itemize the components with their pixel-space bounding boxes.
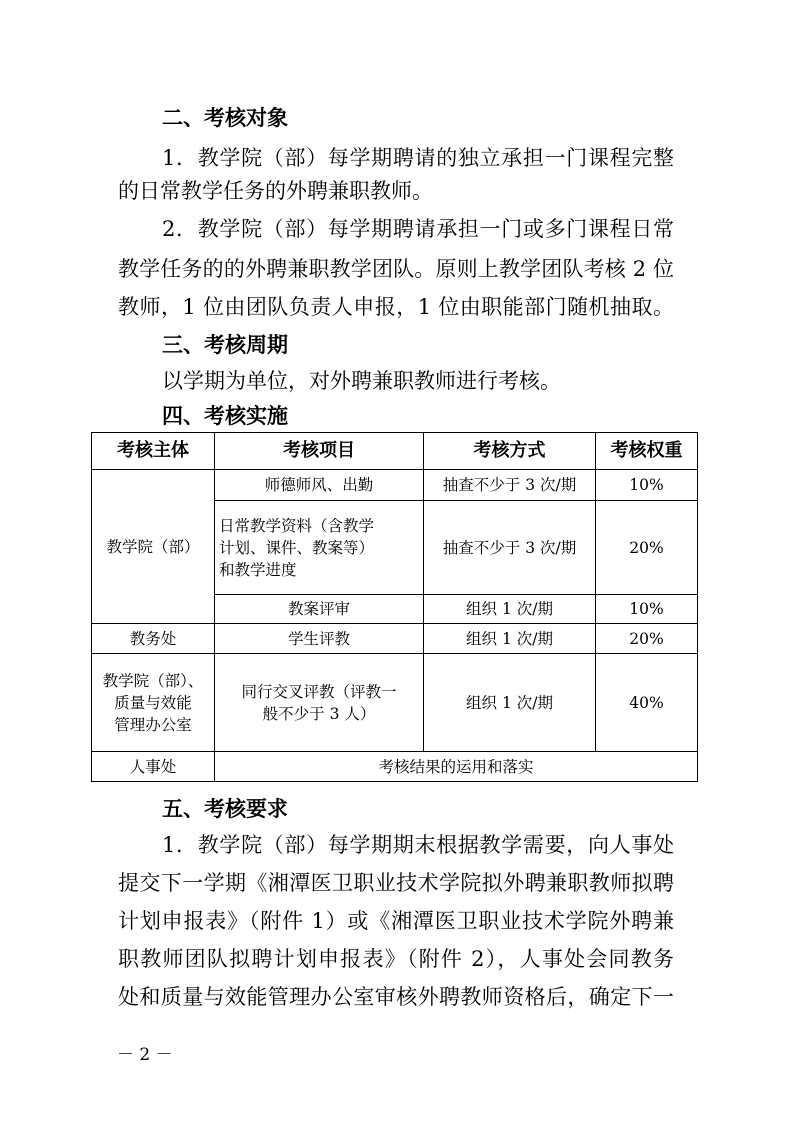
- subject-cell: 人事处: [92, 752, 215, 782]
- table-row: [92, 624, 698, 654]
- page-number: － 2 －: [117, 1045, 173, 1065]
- merged-cell: 考核结果的运用和落实: [215, 752, 698, 782]
- table-row: [92, 752, 698, 782]
- subject-line: 管理办公室: [114, 715, 192, 734]
- table-row: [92, 654, 698, 752]
- header-weight: 考核权重: [596, 433, 698, 470]
- table-row: [92, 470, 698, 501]
- paragraph-2-line-3: 教师，1 位由团队负责人申报，1 位由职能部门随机抽取。: [118, 295, 674, 319]
- item-cell: 师德师风、出勤: [215, 470, 424, 501]
- item-line: 同行交叉评教（评教一: [241, 682, 397, 701]
- item-line: 般不少于 3 人）: [262, 704, 376, 723]
- subject-cell: [92, 654, 215, 752]
- section-title-assessment-implementation: 四、考核实施: [162, 404, 288, 428]
- subject-line: 教学院（部）、: [102, 671, 204, 690]
- subject-cell: 教务处: [92, 624, 215, 654]
- period-paragraph: 以学期为单位，对外聘兼职教师进行考核。: [162, 369, 561, 393]
- paragraph-2-line-2: 教学任务的的外聘兼职教学团队。原则上教学团队考核 2 位: [118, 257, 674, 281]
- header-item: 考核项目: [215, 433, 424, 470]
- requirements-line-4: 职教师团队拟聘计划申报表》（附件 2），人事处会同教务: [118, 947, 674, 971]
- item-line: 日常教学资料（含教学: [219, 516, 375, 535]
- method-cell: 组织 1 次/期: [424, 654, 596, 752]
- header-subject: 考核主体: [92, 433, 215, 470]
- section-title-assessment-period: 三、考核周期: [162, 333, 288, 357]
- subject-line: 质量与效能: [114, 693, 192, 712]
- paragraph-2-line-1: 2．教学院（部）每学期聘请承担一门或多门课程日常: [162, 217, 674, 241]
- method-cell: 组织 1 次/期: [424, 595, 596, 624]
- method-cell: 组织 1 次/期: [424, 624, 596, 654]
- item-cell: 教案评审: [215, 595, 424, 624]
- section-title-assessment-requirements: 五、考核要求: [162, 797, 288, 821]
- table-header-row: [92, 433, 698, 470]
- weight-cell: 20%: [596, 501, 698, 595]
- item-cell: [215, 501, 424, 595]
- requirements-line-2: 提交下一学期《湘潭医卫职业技术学院拟外聘兼职教师拟聘: [118, 871, 674, 895]
- method-cell: 抽查不少于 3 次/期: [424, 470, 596, 501]
- section-title-assessment-targets: 二、考核对象: [162, 106, 288, 130]
- item-cell: [215, 654, 424, 752]
- weight-cell: 20%: [596, 624, 698, 654]
- paragraph-1-line-2: 的日常教学任务的外聘兼职教师。: [118, 179, 433, 203]
- paragraph-1-line-1: 1．教学院（部）每学期聘请的独立承担一门课程完整: [162, 146, 674, 170]
- assessment-table: [91, 432, 698, 782]
- requirements-line-1: 1．教学院（部）每学期期末根据教学需要，向人事处: [162, 833, 674, 857]
- weight-cell: 40%: [596, 654, 698, 752]
- weight-cell: 10%: [596, 470, 698, 501]
- item-line: 和教学进度: [219, 560, 297, 579]
- weight-cell: 10%: [596, 595, 698, 624]
- method-cell: 抽查不少于 3 次/期: [424, 501, 596, 595]
- item-cell: 学生评教: [215, 624, 424, 654]
- subject-cell: 教学院（部）: [92, 470, 215, 624]
- header-method: 考核方式: [424, 433, 596, 470]
- item-line: 计划、课件、教案等）: [219, 538, 375, 557]
- requirements-line-3: 计划申报表》（附件 1）或《湘潭医卫职业技术学院外聘兼: [118, 909, 674, 933]
- requirements-line-5: 处和质量与效能管理办公室审核外聘教师资格后，确定下一: [118, 985, 674, 1009]
